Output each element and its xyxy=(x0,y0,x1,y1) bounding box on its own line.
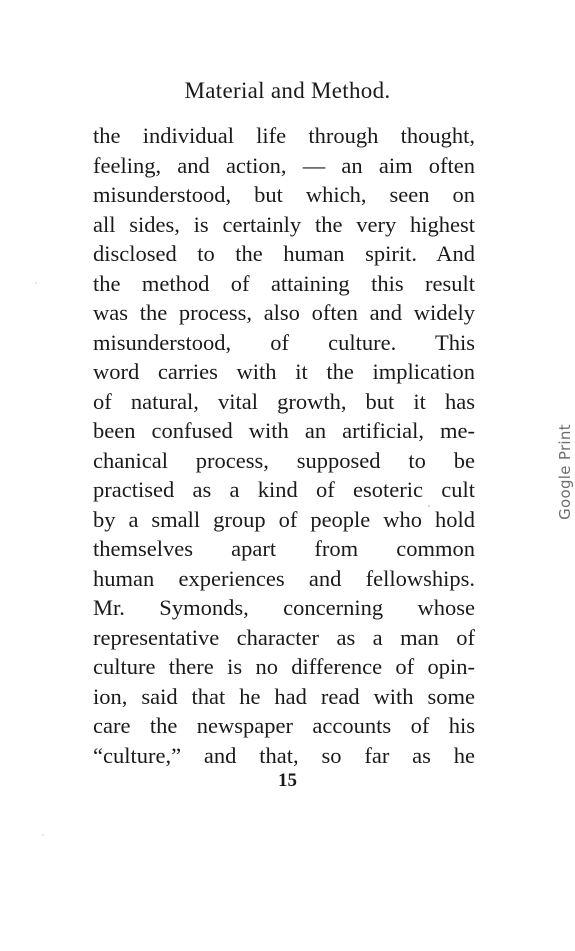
text-line: culture there is no difference of opin- xyxy=(93,654,475,679)
google-print-watermark: Google Print xyxy=(556,424,574,520)
text-line: misunderstood, of culture. This xyxy=(93,329,475,355)
text-line: misunderstood, but which, seen on xyxy=(93,182,475,207)
text-line: “culture,” and that, so far as he xyxy=(93,742,475,768)
text-line: all sides, is certainly the very highest xyxy=(93,211,475,237)
text-line: chanical process, supposed to be xyxy=(93,447,475,473)
text-line: care the newspaper accounts of his xyxy=(93,713,475,738)
text-line: word carries with it the implication xyxy=(93,359,475,384)
text-line: ion, said that he had read with some xyxy=(93,683,475,709)
text-line: been confused with an artificial, me- xyxy=(93,418,475,443)
text-line: the individual life through thought, xyxy=(93,123,475,148)
text-line: themselves apart from common xyxy=(93,536,475,561)
paper-speck xyxy=(428,505,430,507)
text-line: practised as a kind of esoteric cult xyxy=(93,477,475,502)
page-number: 15 xyxy=(278,770,297,791)
text-line: the method of attaining this result xyxy=(93,270,475,296)
paper-speck xyxy=(42,834,44,836)
text-line: of natural, vital growth, but it has xyxy=(93,388,475,414)
text-line: Mr. Symonds, concerning whose xyxy=(93,595,475,620)
paper-speck xyxy=(35,282,37,284)
text-line: feeling, and action, — an aim often xyxy=(93,152,475,178)
running-head: Material and Method. xyxy=(184,78,391,103)
text-line: representative character as a man of xyxy=(93,624,475,650)
text-line: disclosed to the human spirit. And xyxy=(93,241,475,266)
text-line: human experiences and fellowships. xyxy=(93,565,475,591)
text-line: by a small group of people who hold xyxy=(93,506,475,532)
text-line: was the process, also often and widely xyxy=(93,300,475,325)
body-text xyxy=(93,121,475,770)
